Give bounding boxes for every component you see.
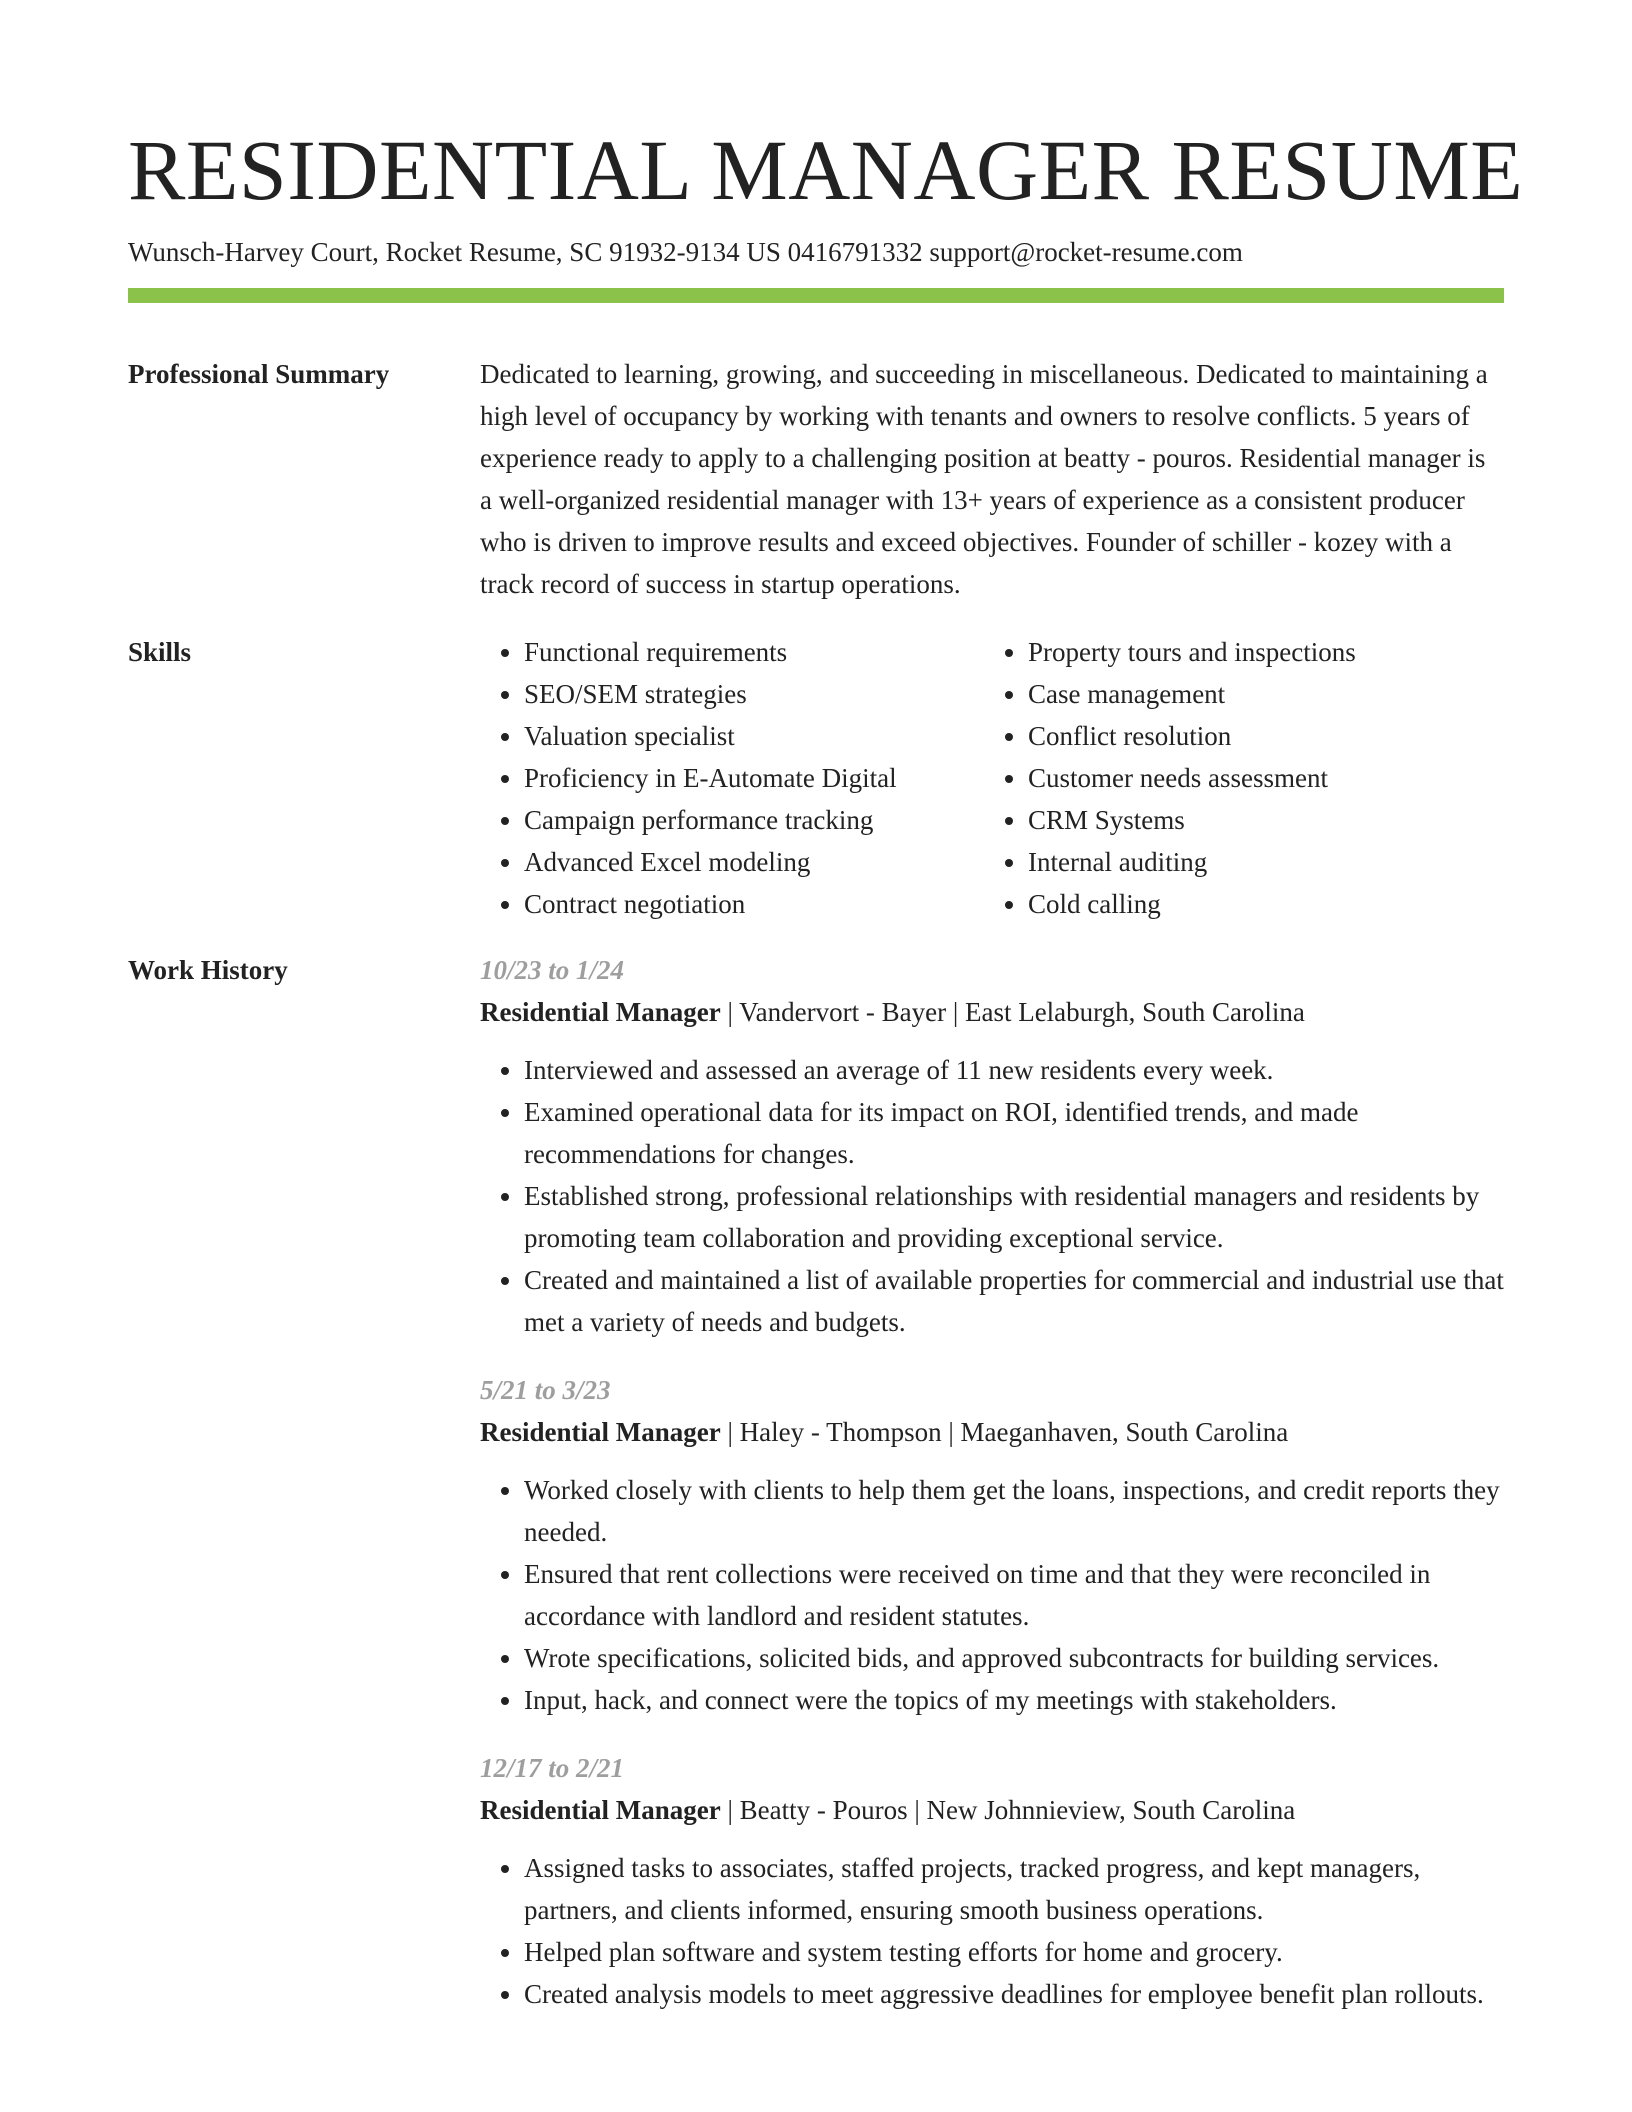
job-bullet: • Assigned tasks to associates, staffed projects, tracked progress, and kept managers, partners, and clients informed, ensuring smooth business operations. bbox=[524, 1847, 1504, 1931]
skill-item: • Campaign performance tracking bbox=[524, 799, 984, 841]
job-entry bbox=[480, 949, 1504, 1343]
skill-item: • Customer needs assessment bbox=[1028, 757, 1488, 799]
job-dates: 10/23 to 1/24 bbox=[480, 955, 625, 985]
job-bullet: • Established strong, professional relationships with residential managers and residents by promoting team collaboration and providing exceptional service. bbox=[524, 1175, 1504, 1259]
summary-text: Dedicated to learning, growing, and succeeding in miscellaneous. Dedicated to maintaining a high level of occupancy by working with tenants and owners to resolve conflicts. 5 years of experience ready to apply to a challenging position at beatty - pouros. Residential manager is a well-organized residential manager with 13+ years of experience as a consistent producer who is driven to improve results and exceed objectives. Founder of schiller - kozey with a track record of success in startup operations. bbox=[480, 359, 1488, 599]
job-bullets bbox=[480, 1049, 1504, 1343]
skills-grid bbox=[480, 631, 1504, 925]
job-bullet: • Created and maintained a list of available properties for commercial and industrial use that met a variety of needs and budgets. bbox=[524, 1259, 1504, 1343]
job-bullet: • Wrote specifications, solicited bids, and approved subcontracts for building services. bbox=[524, 1637, 1504, 1679]
section-label-skills: Skills bbox=[128, 637, 192, 667]
skill-item: • Functional requirements bbox=[524, 631, 984, 673]
job-details: | Haley - Thompson | Maeganhaven, South Carolina bbox=[720, 1417, 1289, 1447]
job-heading bbox=[480, 1789, 1504, 1831]
skills-column-1 bbox=[480, 631, 984, 925]
job-dates: 12/17 to 2/21 bbox=[480, 1753, 625, 1783]
accent-divider bbox=[128, 288, 1504, 303]
job-bullet: • Interviewed and assessed an average of 11 new residents every week. bbox=[524, 1049, 1504, 1091]
job-details: | Vandervort - Bayer | East Lelaburgh, South Carolina bbox=[720, 997, 1305, 1027]
skill-item: • Property tours and inspections bbox=[1028, 631, 1488, 673]
job-title: Residential Manager bbox=[480, 1417, 721, 1447]
job-bullet: • Helped plan software and system testing efforts for home and grocery. bbox=[524, 1931, 1504, 1973]
job-entry bbox=[480, 1369, 1504, 1721]
skill-item: • Cold calling bbox=[1028, 883, 1488, 925]
skill-item: • SEO/SEM strategies bbox=[524, 673, 984, 715]
skills-column-2 bbox=[984, 631, 1488, 925]
job-bullet: • Ensured that rent collections were received on time and that they were reconciled in accordance with landlord and resident statutes. bbox=[524, 1553, 1504, 1637]
skill-item: • Contract negotiation bbox=[524, 883, 984, 925]
skill-item: • Internal auditing bbox=[1028, 841, 1488, 883]
job-title: Residential Manager bbox=[480, 1795, 721, 1825]
section-label-work: Work History bbox=[128, 955, 288, 985]
job-details: | Beatty - Pouros | New Johnnieview, South Carolina bbox=[720, 1795, 1296, 1825]
job-title: Residential Manager bbox=[480, 997, 721, 1027]
skill-item: • CRM Systems bbox=[1028, 799, 1488, 841]
job-bullets bbox=[480, 1847, 1504, 2015]
job-bullets bbox=[480, 1469, 1504, 1721]
skills-section bbox=[128, 631, 1504, 925]
job-entry bbox=[480, 1747, 1504, 2015]
skill-item: • Case management bbox=[1028, 673, 1488, 715]
contact-line: Wunsch-Harvey Court, Rocket Resume, SC 91932-9134 US 0416791332 support@rocket-resume.com bbox=[128, 237, 1243, 267]
job-bullet: • Examined operational data for its impact on ROI, identified trends, and made recommendations for changes. bbox=[524, 1091, 1504, 1175]
job-bullet: • Worked closely with clients to help them get the loans, inspections, and credit reports they needed. bbox=[524, 1469, 1504, 1553]
resume-title: RESIDENTIAL MANAGER RESUME bbox=[128, 122, 1524, 218]
resume-page bbox=[128, 118, 1524, 2041]
job-bullet: • Input, hack, and connect were the topics of my meetings with stakeholders. bbox=[524, 1679, 1504, 1721]
skill-item: • Proficiency in E-Automate Digital bbox=[524, 757, 984, 799]
summary-body bbox=[480, 353, 1504, 605]
skill-item: • Conflict resolution bbox=[1028, 715, 1488, 757]
skill-item: • Advanced Excel modeling bbox=[524, 841, 984, 883]
work-history-section bbox=[128, 949, 1504, 2041]
job-bullet: • Created analysis models to meet aggressive deadlines for employee benefit plan rollouts. bbox=[524, 1973, 1504, 2015]
job-heading bbox=[480, 1411, 1504, 1453]
job-heading bbox=[480, 991, 1504, 1033]
skill-item: • Valuation specialist bbox=[524, 715, 984, 757]
job-dates: 5/21 to 3/23 bbox=[480, 1375, 611, 1405]
work-history-body bbox=[480, 949, 1504, 2041]
section-label-summary: Professional Summary bbox=[128, 359, 390, 389]
summary-section bbox=[128, 353, 1504, 605]
